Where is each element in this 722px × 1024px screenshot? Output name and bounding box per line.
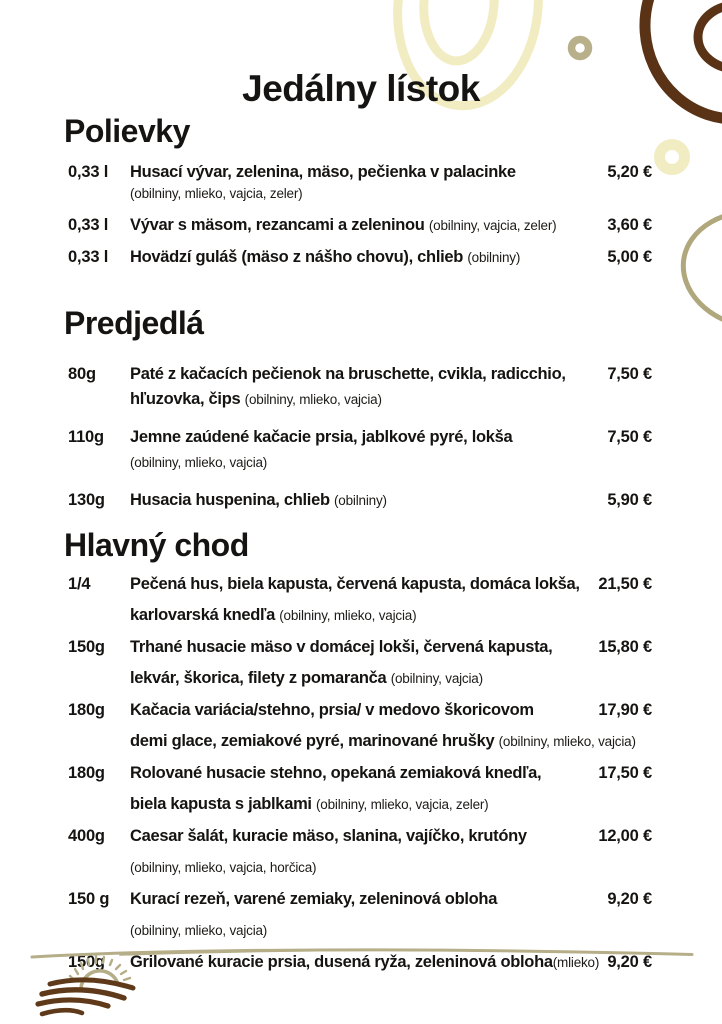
item-quantity: 150g: [68, 638, 105, 656]
section-heading: Polievky: [64, 113, 190, 149]
item-line: [130, 387, 566, 412]
menu-item-row: [68, 162, 652, 204]
dish-name: hľuzovka, čips: [130, 390, 245, 408]
dish-name: karlovarská knedľa: [130, 606, 280, 624]
item-description: [130, 758, 566, 820]
dish-name: Grilované kuracie prsia, dusená ryža, zeleninová obloha: [130, 953, 553, 971]
dish-name: Hovädzí guláš (mäso z nášho chovu), chlieb: [130, 248, 468, 266]
item-description: [130, 884, 566, 946]
allergen-note: (obilniny, mlieko, vajcia): [130, 923, 268, 938]
menu-item-row: [68, 488, 652, 513]
item-line: [130, 450, 566, 475]
menu-item-row: [68, 695, 652, 757]
menu-item-row: [68, 247, 652, 268]
menu-item-row: [68, 758, 652, 820]
item-quantity: 0,33 l: [68, 248, 109, 266]
item-line: [130, 789, 566, 820]
item-line: [130, 247, 566, 268]
allergen-note: (obilniny, vajcia): [390, 671, 483, 686]
dish-name: Caesar šalát, kuracie mäso, slanina, vajíčko, krutóny: [130, 827, 527, 845]
allergen-note: (obilniny, mlieko, vajcia): [498, 734, 636, 749]
menu-item-row: [68, 215, 652, 236]
allergen-note: (obilniny, mlieko, vajcia, zeler): [316, 797, 489, 812]
section-heading: Hlavný chod: [64, 527, 249, 563]
item-price: 7,50 €: [607, 365, 652, 383]
allergen-note: (obilniny, mlieko, vajcia, zeler): [130, 186, 303, 201]
item-price: 12,00 €: [598, 827, 652, 845]
item-description: [130, 632, 566, 694]
item-description: [130, 947, 600, 978]
item-price: 5,90 €: [607, 491, 652, 509]
item-description: [130, 247, 566, 268]
allergen-note: (mlieko): [552, 955, 600, 970]
menu-item-row: [68, 425, 652, 475]
allergen-note: (obilniny, mlieko, vajcia, horčica): [130, 860, 317, 875]
item-price: 17,90 €: [598, 701, 652, 719]
item-line: [130, 425, 566, 450]
item-line: [130, 215, 566, 236]
item-quantity: 80g: [68, 365, 96, 383]
item-quantity: 0,33 l: [68, 216, 109, 234]
item-line: [130, 569, 580, 600]
menu-item-row: [68, 821, 652, 883]
item-line: [130, 488, 566, 513]
item-line: [130, 947, 600, 978]
allergen-note: (obilniny, mlieko, vajcia): [244, 392, 382, 407]
dish-name: lekvár, škorica, filety z pomaranča: [130, 669, 391, 687]
item-line: [130, 632, 566, 663]
item-quantity: 1/4: [68, 575, 91, 593]
dish-name: Pečená hus, biela kapusta, červená kapusta, domáca lokša,: [130, 575, 580, 593]
menu-item-row: [68, 632, 652, 694]
allergen-note: (obilniny, vajcia, zeler): [428, 218, 557, 233]
item-line: [130, 726, 636, 757]
item-quantity: 110g: [68, 428, 104, 446]
item-quantity: 180g: [68, 701, 105, 719]
item-quantity: 0,33 l: [68, 163, 109, 181]
dish-name: Paté z kačacích pečienok na bruschette, cvikla, radicchio,: [130, 365, 566, 383]
item-price: 21,50 €: [598, 575, 652, 593]
item-line: [130, 183, 566, 204]
menu-section: [0, 304, 722, 513]
menu-sections: [0, 112, 722, 978]
item-price: 17,50 €: [598, 764, 652, 782]
item-quantity: 180g: [68, 764, 105, 782]
dish-name: Kačacia variácia/stehno, prsia/ v medovo škoricovom: [130, 701, 534, 719]
dish-name: biela kapusta s jablkami: [130, 795, 317, 813]
item-line: [130, 600, 566, 631]
dish-name: Jemne zaúdené kačacie prsia, jablkové pyré, lokša: [130, 428, 513, 446]
allergen-note: (obilniny): [467, 250, 521, 265]
dish-name: Kurací rezeň, varené zemiaky, zeleninová obloha: [130, 890, 498, 908]
item-description: [130, 362, 566, 412]
item-line: [130, 663, 566, 694]
item-price: 15,80 €: [598, 638, 652, 656]
item-quantity: 130g: [68, 491, 105, 509]
item-description: [130, 162, 566, 204]
item-line: [130, 821, 566, 852]
item-price: 9,20 €: [607, 953, 652, 971]
dish-name: Vývar s mäsom, rezancami a zeleninou: [130, 216, 429, 234]
item-description: [130, 569, 580, 631]
menu-item-row: [68, 569, 652, 631]
dish-name: Husacia huspenina, chlieb: [130, 491, 335, 509]
item-line: [130, 162, 566, 183]
page-title: Jedálny lístok: [242, 68, 480, 109]
item-line: [130, 852, 566, 883]
logo-field-rows: [38, 980, 133, 1014]
item-price: 5,00 €: [607, 248, 652, 266]
item-description: [130, 425, 566, 475]
item-quantity: 150g: [68, 953, 105, 971]
dish-name: demi glace, zemiakové pyré, marinované hrušky: [130, 732, 499, 750]
item-price: 5,20 €: [607, 163, 652, 181]
item-line: [130, 362, 566, 387]
item-line: [130, 884, 566, 915]
dish-name: Trhané husacie mäso v domácej lokši, červená kapusta,: [130, 638, 553, 656]
item-quantity: 150 g: [68, 890, 110, 908]
menu-item-row: [68, 362, 652, 412]
item-description: [130, 215, 566, 236]
item-line: [130, 695, 566, 726]
item-quantity: 400g: [68, 827, 105, 845]
item-price: 3,60 €: [607, 216, 652, 234]
menu-section: [0, 526, 722, 978]
allergen-note: (obilniny): [334, 493, 387, 508]
item-line: [130, 758, 566, 789]
menu-item-row: [68, 884, 652, 946]
section-heading: Predjedlá: [64, 305, 204, 341]
item-price: 7,50 €: [607, 428, 652, 446]
menu-item-row: [68, 947, 652, 978]
menu-section: [0, 112, 722, 268]
dish-name: Husací vývar, zelenina, mäso, pečienka v palacinke: [130, 163, 516, 181]
item-price: 9,20 €: [607, 890, 652, 908]
dish-name: Rolované husacie stehno, opekaná zemiaková knedľa,: [130, 764, 542, 782]
item-line: [130, 915, 566, 946]
item-description: [130, 821, 566, 883]
item-description: [130, 488, 566, 513]
allergen-note: (obilniny, mlieko, vajcia): [279, 608, 417, 623]
allergen-note: (obilniny, mlieko, vajcia): [130, 455, 268, 470]
